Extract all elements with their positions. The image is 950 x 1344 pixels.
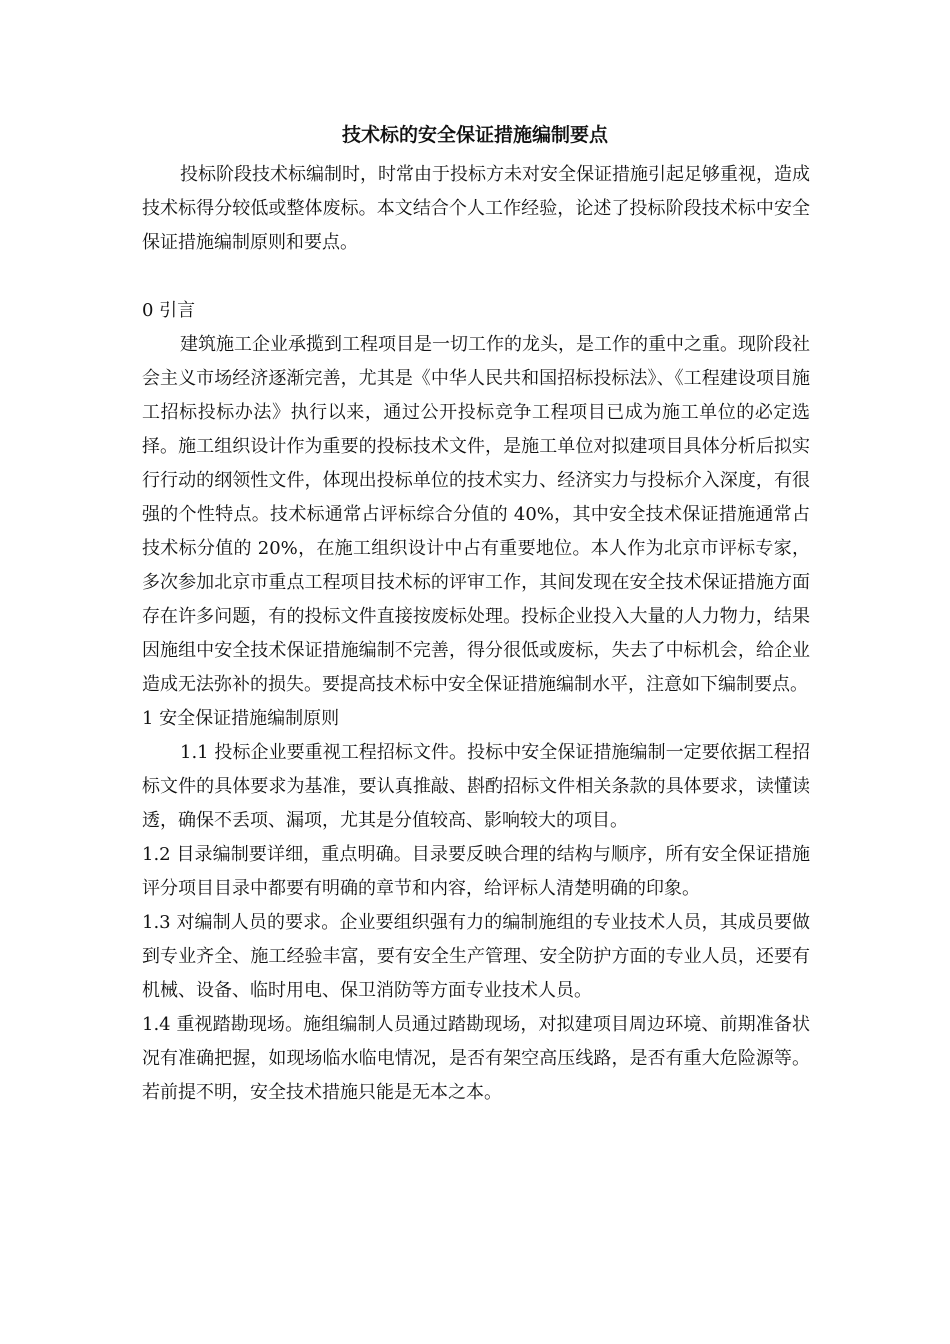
paragraph-spacer — [142, 260, 810, 294]
section-1-3-paragraph: 1.3 对编制人员的要求。企业要组织强有力的编制施组的专业技术人员，其成员要做到专业齐全、施工经验丰富，要有安全生产管理、安全防护方面的专业人员，还要有机械、设备、临时用电、保卫消防等方面专业技术人员。 — [142, 912, 810, 1001]
document-body — [142, 158, 810, 1110]
document-title: 技术标的安全保证措施编制要点 — [341, 124, 608, 146]
section-1-heading: 1 安全保证措施编制原则 — [142, 708, 340, 729]
abstract-paragraph: 投标阶段技术标编制时，时常由于投标方未对安全保证措施引起足够重视，造成技术标得分较低或整体废标。本文结合个人工作经验，论述了投标阶段技术标中安全保证措施编制原则和要点。 — [142, 164, 810, 253]
introduction-paragraph: 建筑施工企业承揽到工程项目是一切工作的龙头，是工作的重中之重。现阶段社会主义市场经济逐渐完善，尤其是《中华人民共和国招标投标法》、《工程建设项目施工招标投标办法》执行以来，通过公开投标竞争工程项目已成为施工单位的必定选择。施工组织设计作为重要的投标技术文件，是施工单位对拟建项目具体分析后拟实行行动的纲领性文件，体现出投标单位的技术实力、经济实力与投标介入深度，有很强的个性特点。技术标通常占评标综合分值的 40%，其中安全技术保证措施通常占技术标分值的 20%，在施工组织设计中占有重要地位。本人作为北京市评标专家，多次参加北京市重点工程项目技术标的评审工作，其间发现在安全技术保证措施方面存在许多问题，有的投标文件直接按废标处理。投标企业投入大量的人力物力，结果因施组中安全技术保证措施编制不完善，得分很低或废标，失去了中标机会，给企业造成无法弥补的损失。要提高技术标中安全保证措施编制水平，注意如下编制要点。 — [142, 334, 810, 695]
section-1-4-paragraph: 1.4 重视踏勘现场。施组编制人员通过踏勘现场，对拟建项目周边环境、前期准备状况有准确把握，如现场临水临电情况，是否有架空高压线路，是否有重大危险源等。若前提不明，安全技术措施只能是无本之本。 — [142, 1014, 810, 1103]
section-1-2-paragraph: 1.2 目录编制要详细，重点明确。目录要反映合理的结构与顺序，所有安全保证措施评分项目目录中都要有明确的章节和内容，给评标人清楚明确的印象。 — [142, 844, 810, 899]
section-1-1-paragraph: 1.1 投标企业要重视工程招标文件。投标中安全保证措施编制一定要依据工程招标文件的具体要求为基准，要认真推敲、斟酌招标文件相关条款的具体要求，读懂读透，确保不丢项、漏项，尤其是分值较高、影响较大的项目。 — [142, 742, 810, 831]
section-0-heading: 0 引言 — [142, 300, 196, 321]
